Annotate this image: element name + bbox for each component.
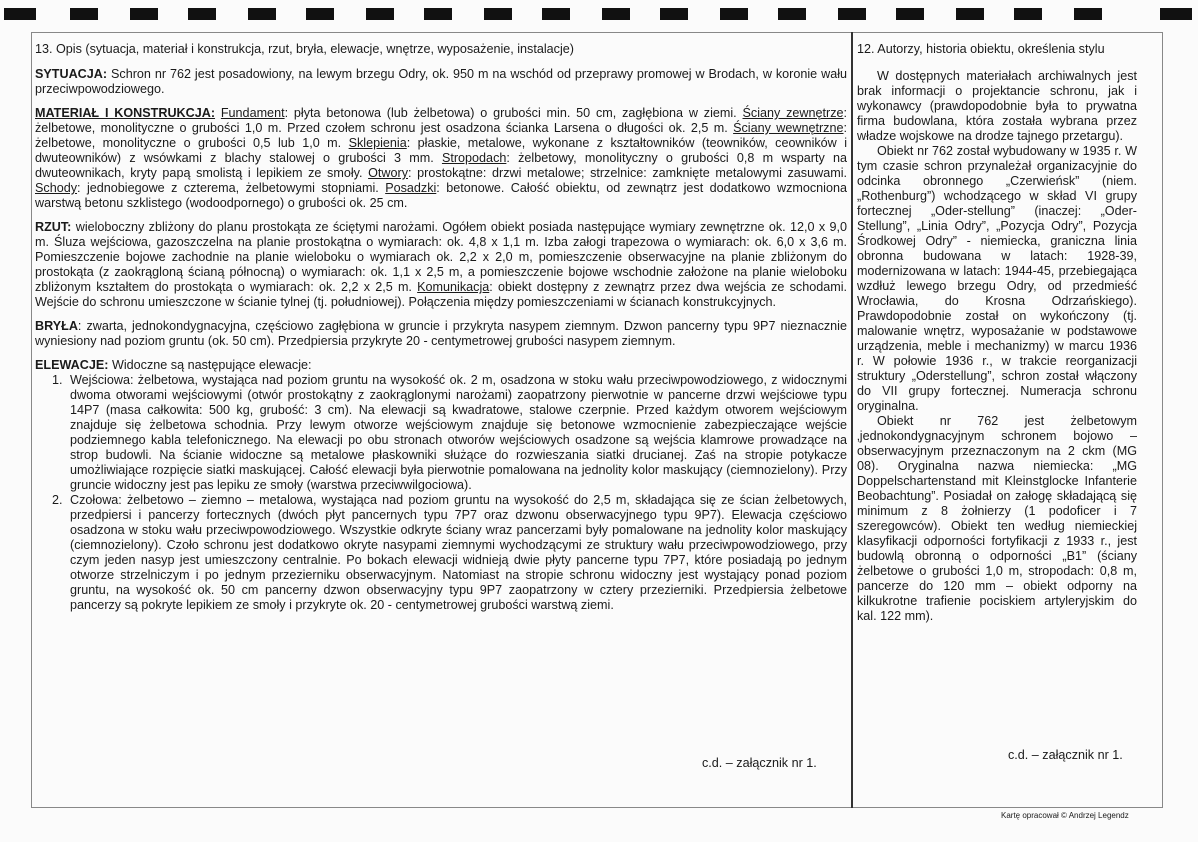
schody-term: Schody [35, 181, 78, 195]
list-item: 2. Czołowa: żelbetowo – ziemno – metalowa, wystająca nad poziom gruntu na wysokość do 2,5 m, składająca się ze ścian żelbetowych, przedpiersi i pancerzy fortecznych (dwóch płyt pancernych typu 7P7 oraz dzwonu obserwacyjnego typu 9P7). Elewacja częściowo osadzona w stoku wału przeciwpowodziowego. Wszystkie odkryte ściany wraz pancerzami były pomalowane na jednolity kolor maskujący (ciemnozielony). Czoło schronu jest dodatkowo okryte nasypami ziemnymi wychodzącymi ze struktury wału przeciwpowodziowego, przy czym jeden nasyp jest umieszczony centralnie. Po bokach elewacji widnieją dwie płyty pancerne typu 7P7, które posiadają po jednym otworze strzelniczym i po jednym przezierniku obserwacyjnym. Natomiast na stropie schronu widoczny jest wystający ponad poziom gruntu, na wysokość ok. 50 cm pancerny dzwon obserwacyjny typu 9P7 zaopatrzony w cztery przezierniki. Przedpiersia żelbetowe pancerzy są pokryte lepikiem ze smoły i przykryte ok. 20 - centymetrowej grubości warstwą ziemi. [66, 493, 847, 613]
otwory-term: Otwory [368, 166, 408, 180]
sciany-wew-term: Ściany wewnętrzne [733, 121, 844, 135]
scan-edge-marks [0, 8, 1198, 22]
posadzki-term: Posadzki [385, 181, 437, 195]
history-paragraph-2: Obiekt nr 762 został wybudowany w 1935 r. W tym czasie schron przynależał organizacyjnie do odcinka obronnego „Czerwieńsk” (niem. „Rothenburg”) wchodzącego w skład VI grupy fortecznej „Oder-stellung” (inaczej: „Oder-Stellung”, „Linia Odry”, „Pozycja Odry”, Pozycja Środkowej Odry” - niemiecka, graniczna linia obronna budowana w latach: 1928-39, modernizowana w latach: 1944-45, przebiegająca wzdłuż lewego brzegu Odry, od przedmieść Wrocławia, do Krosna Odrzańskiego). Prawdopodobnie został on wykończony (tj. malowanie wnętrz, wyposażanie w podstawowe urządzenia, meble i mechanizmy) w marcu 1936 r. W połowie 1936 r., w trakcie reorganizacji struktury „Oderstellung”, schron został włączony do VII grupy fortecznej. Numeracja schronu oryginalna. [857, 144, 1137, 413]
section-12-heading: 12. Autorzy, historia obiektu, określenia stylu [857, 42, 1105, 56]
sytuacja-label: SYTUACJA: [35, 67, 108, 81]
elewacje-list [35, 373, 847, 613]
fundament-text: : płyta betonowa (lub żelbetowa) o grubości min. 50 cm, zagłębiona w ziemi. [284, 106, 743, 120]
sciany-zew-text: : żelbetowe, monolityczne o grubości 1,0 m. Przed czołem schronu jest osadzona ścianka Larsena o długości ok. 2,5 m. [35, 106, 848, 135]
sytuacja-text: Schron nr 762 jest posadowiony, na lewym brzegu Odry, ok. 950 m na wschód od przeprawy promowej w Brodach, w koronie wału przeciwpowodziowego. [35, 67, 847, 96]
elewacje-paragraph [35, 358, 847, 373]
komunikacja-term: Komunikacja [417, 280, 490, 294]
otwory-text: : prostokątne: drzwi metalowe; strzelnice: zamknięte metalowymi zasuwami. [408, 166, 847, 180]
sciany-zew-term: Ściany zewnętrze [742, 106, 844, 120]
continuation-note-right: c.d. – załącznik nr 1. [1008, 748, 1123, 762]
list-item: 1. Wejściowa: żelbetowa, wystająca nad poziom gruntu na wysokość ok. 2 m, osadzona w stoku wału przeciwpowodziowego, z widocznymi dwoma otworami wejściowymi (otwór prostokątny z zaokrąglonymi narożami) zaopatrzony pierwotnie w pancerne drzwi wejściowe typu 14P7 (masa całkowita: 500 kg, grubość: 3 cm). Na elewacji są kwadratowe, stalowe czerpnie. Przed każdym otworem wejściowym znajduje się żelbetowa schodnia. Przy lewym otworze wejściowym znajduje się betonowe wzmocnienie zabezpieczające wejście podziemnego kabla telefonicznego. Na elewacji po obu stronach otworów wejściowych osadzone są wejścia klamrowe prowadzące na strop budowli. Na ścianie widoczne są metalowe płaskowniki służące do rozwieszania siatki drucianej. Zaś na stropie potykacze umożliwiające rozpięcie siatki maskującej. Całość elewacji była pierwotnie pomalowana na jednolity kolor maskujący (ciemnozielony). Przy gruncie widoczny jest pas lepiku ze smoły (warstwa przeciwwilgociowa). [66, 373, 847, 493]
komunikacja-text: : obiekt dostępny z zewnątrz przez dwa wejścia ze schodami. Wejście do schronu umieszczone w ścianie tylnej (tj. południowej). Połączenia między pomieszczeniami w ścianach konstrukcyjnych. [35, 280, 848, 309]
history-column [857, 42, 1137, 624]
stropodach-term: Stropodach [441, 151, 507, 165]
rzut-text: wieloboczny zbliżony do planu prostokąta ze ściętymi narożami. Ogółem obiekt posiada następujące wymiary zewnętrzne ok. 12,0 x 9,0 m. Śluza wejściowa, gazoszczelna na planie prostokątna o wymiarach: ok. 4,8 x 1,1 m. Izba załogi trapezowa o wymiarach: ok. 6,0 x 3,6 m. Pomieszczenie bojowe zachodnie na planie wieloboku o wymiarach ok. 2,2 x 2,0 m, pomieszczenie obserwacyjne na planie zbliżonym do prostokąta (z zaokrągloną ścianą północną) o wymiarach: ok. 1,1 x 2,5 m, a pomieszczenie bojowe wschodnie założone na planie wieloboku zbliżonym kształtem do prostokąta o wymiarach: ok. 2,2 x 2,5 m. [35, 220, 847, 294]
bryla-text: : zwarta, jednokondygnacyjna, częściowo zagłębiona w gruncie i przykryta nasypem ziemnym. Dzwon pancerny typu 9P7 nieznacznie wyniesiony nad poziom gruntu (ok. 50 cm). Przedpiersia przykryte 20 - centymetrowej grubości nasypem ziemnym. [35, 319, 847, 348]
section-13-heading: 13. Opis (sytuacja, materiał i konstrukcja, rzut, bryła, elewacje, wnętrze, wyposażenie, instalacje) [35, 42, 574, 56]
continuation-note-left: c.d. – załącznik nr 1. [702, 756, 817, 770]
author-credit: Kartę opracował © Andrzej Legendz [1001, 811, 1129, 820]
frame-left [31, 32, 32, 808]
history-paragraph-3: Obiekt nr 762 jest żelbetowym ‚jednokondygnacyjnym schronem bojowo – obserwacyjnym przeznaczonym na 2 ckm (MG 08). Oryginalna nazwa niemiecka: „MG Doppelschartenstand mit Kleinstglocke Infanterie Beobachtung”. Posiadał on załogę składającą się minimum z 8 żołnierzy (1 podoficer i 7 szeregowców). Obiekt ten według niemieckiej klasyfikacji odporności fortyfikacji z 1933 r., jest budowlą obronną o odporności „B1” (ściany żelbetowe o grubości 1,0 m, stropodach: 0,8 m, pancerze do 120 mm – obiekt odporny na kilkukrotne trafienie pociskiem artyleryjskim do kal. 122 mm). [857, 414, 1137, 623]
frame-bottom [31, 807, 1163, 808]
history-paragraph-1: W dostępnych materiałach archiwalnych jest brak informacji o projektancie schronu, jak i wykonawcy (prawdopodobnie była to prywatna firma budowlana, która została wybrana przez władze wojskowe na drodze tajnego przetargu). [857, 69, 1137, 143]
material-paragraph [35, 106, 847, 211]
elewacje-intro: Widoczne są następujące elewacje: [108, 358, 312, 372]
rzut-paragraph [35, 220, 847, 310]
bryla-paragraph [35, 319, 847, 349]
posadzki-text: : betonowe. Całość obiektu, od zewnątrz jest dodatkowo wzmocniona warstwą betonu szklistego (wodoodpornego) o grubości ok. 25 cm. [35, 181, 847, 210]
description-column [35, 42, 847, 613]
schody-text: : jednobiegowe z czterema, żelbetowymi stopniami. [77, 181, 386, 195]
sklepienia-text: : płaskie, metalowe, wykonane z kształtowników (teowników, ceowników i dwuteowników) z wsówkami z blachy stalowej o grubości 3 mm. [35, 136, 847, 165]
sytuacja-paragraph [35, 67, 847, 97]
column-divider [851, 32, 853, 808]
fundament-term: Fundament [220, 106, 285, 120]
material-label: MATERIAŁ I KONSTRUKCJA: [35, 106, 216, 120]
frame-right [1162, 32, 1163, 808]
sklepienia-term: Sklepienia [348, 136, 407, 150]
sciany-wew-text: : żelbetowe, monolityczne o grubości 0,5 lub 1,0 m. [35, 121, 847, 150]
frame-top [31, 32, 1163, 33]
elewacje-label: ELEWACJE: [35, 358, 109, 372]
rzut-label: RZUT: [35, 220, 72, 234]
bryla-label: BRYŁA [35, 319, 78, 333]
stropodach-text: : żelbetowy, monolityczny o grubości 0,8 m wsparty na dwuteownikach, kryty papą smolistą i lepikiem ze smoły. [35, 151, 847, 180]
